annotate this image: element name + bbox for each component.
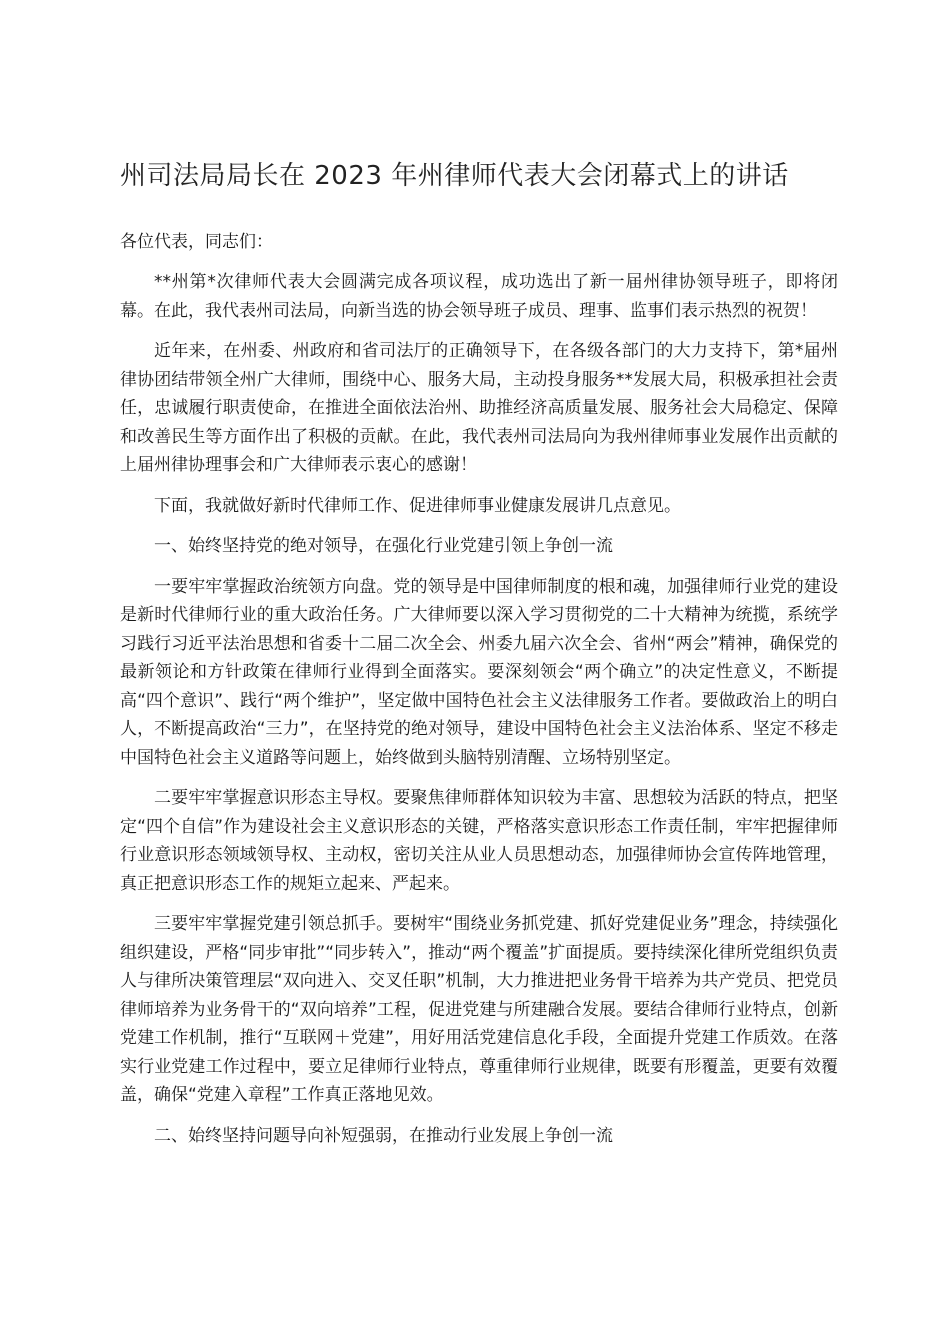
- paragraph-point-3: 三要牢牢掌握党建引领总抓手。要树牢“围绕业务抓党建、抓好党建促业务”理念，持续强化组织建设，严格“同步审批”“同步转入”，推动“两个覆盖”扩面提质。要持续深化律所党组织负责人与律所决策管理层“双向进入、交叉任职”机制，大力推进把业务骨干培养为共产党员、把党员律师培养为业务骨干的“双向培养”工程，促进党建与所建融合发展。要结合律师行业特点，创新党建工作机制，推行“互联网＋党建”，用好用活党建信息化手段，全面提升党建工作质效。在落实行业党建工作过程中，要立足律师行业特点，尊重律师行业规律，既要有形覆盖，更要有效覆盖，确保“党建入章程”工作真正落地见效。: [120, 914, 838, 1105]
- salutation: 各位代表，同志们：: [120, 232, 273, 252]
- document-page: [120, 150, 838, 1150]
- paragraph-intro: 下面，我就做好新时代律师工作、促进律师事业健康发展讲几点意见。: [154, 495, 681, 516]
- section-heading-2: 二、始终坚持问题导向补短强弱，在推动行业发展上争创一流: [154, 1125, 613, 1146]
- paragraph-achievements: 近年来，在州委、州政府和省司法厅的正确领导下，在各级各部门的大力支持下，第*届州律协团结带领全州广大律师，围绕中心、服务大局，主动投身服务**发展大局，积极承担社会责任，忠诚履行职责使命，在推进全面依法治州、助推经济高质量发展、服务社会大局稳定、保障和改善民生等方面作出了积极的贡献。在此，我代表州司法局向为我州律师事业发展作出贡献的上届州律协理事会和广大律师表示衷心的感谢！: [120, 341, 838, 475]
- document-title: 州司法局局长在 2023 年州律师代表大会闭幕式上的讲话: [120, 161, 789, 191]
- section-heading-1: 一、始终坚持党的绝对领导，在强化行业党建引领上争创一流: [154, 536, 613, 556]
- paragraph-opening: **州第*次律师代表大会圆满完成各项议程，成功选出了新一届州律协领导班子，即将闭幕。在此，我代表州司法局，向新当选的协会领导班子成员、理事、监事们表示热烈的祝贺！: [120, 272, 838, 321]
- paragraph-point-2: 二要牢牢掌握意识形态主导权。要聚焦律师群体知识较为丰富、思想较为活跃的特点，把坚定“四个自信”作为建设社会主义意识形态的关键，严格落实意识形态工作责任制，牢牢把握律师行业意识形态领域领导权、主动权，密切关注从业人员思想动态，加强律师协会宣传阵地管理，真正把意识形态工作的规矩立起来、严起来。: [120, 788, 838, 894]
- paragraph-point-1: 一要牢牢掌握政治统领方向盘。党的领导是中国律师制度的根和魂，加强律师行业党的建设是新时代律师行业的重大政治任务。广大律师要以深入学习贯彻党的二十大精神为统揽，系统学习践行习近平法治思想和省委十二届二次全会、州委九届六次全会、省州“两会”精神，确保党的最新领论和方针政策在律师行业得到全面落实。要深刻领会“两个确立”的决定性意义，不断提高“四个意识”、践行“两个维护”，坚定做中国特色社会主义法律服务工作者。要做政治上的明白人，不断提高政治“三力”，在坚持党的绝对领导，建设中国特色社会主义法治体系、坚定不移走中国特色社会主义道路等问题上，始终做到头脑特别清醒、立场特别坚定。: [120, 576, 838, 768]
